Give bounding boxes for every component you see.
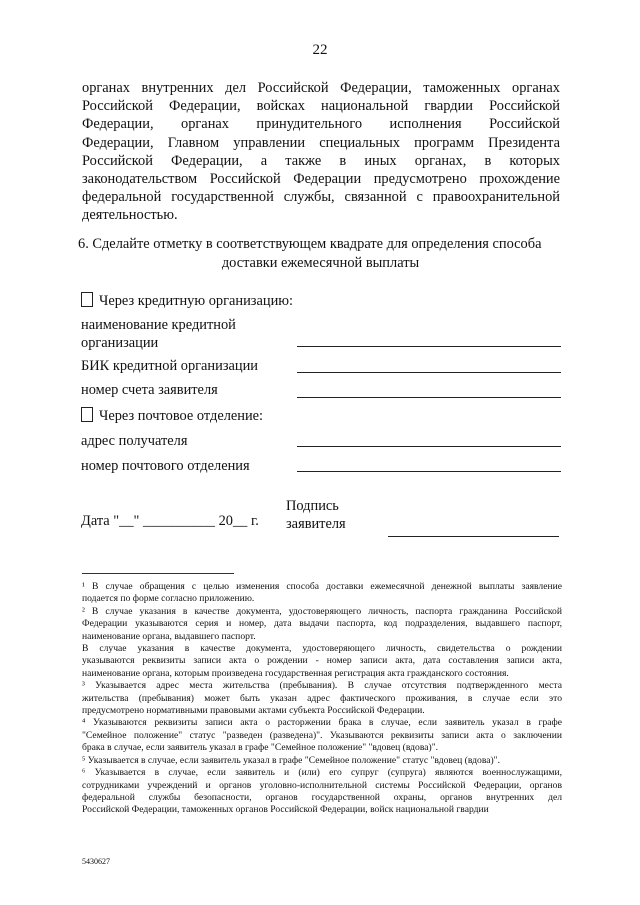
paragraph-line: Федерации, Главном управлении специальных программ Президента [82, 134, 560, 151]
footnote-line: ² В случае указания в качестве документа, удостоверяющего личность, паспорта гражданина Российской [82, 605, 562, 617]
bank-name-label [81, 316, 236, 352]
paragraph-line: деятельностью. [82, 207, 178, 224]
post-option-label: Через почтовое отделение: [99, 408, 264, 424]
footnote-line: ⁶ Указывается в случае, если заявитель и (или) его супруг (супруга) являются военнослужащими, [82, 767, 562, 779]
footnote-line: наименование органа, которым произведена государственная регистрация акта гражданского состояния. [82, 667, 509, 679]
credit-option-checkbox[interactable] [81, 292, 93, 307]
footnote-line: В случае указания в качестве документа, удостоверяющего личность, свидетельства о рождении [82, 643, 562, 655]
account-field[interactable] [297, 397, 561, 398]
footnote-line: брака в случае, если заявитель указал в графе "Семейное положение" "вдовец (вдова)". [82, 742, 439, 754]
footnote-line: ⁵ Указывается в случае, если заявитель указал в графе "Семейное положение" статус "вдовец (вдова)". [82, 754, 500, 766]
footnote [82, 581, 562, 606]
date-field[interactable]: Дата "__" __________ 20__ г. [81, 513, 259, 529]
signature-label [286, 497, 346, 533]
paragraph-line: органах внутренних дел Российской Федерации, таможенных органах [82, 80, 560, 96]
footnote-line: сотрудниками учреждений и органов уголовно-исполнительной системы Российской Федерации, органов [82, 779, 562, 791]
bik-label: БИК кредитной организации [81, 358, 259, 374]
post-option-checkbox[interactable] [81, 407, 93, 422]
section-6-line-1: 6. Сделайте отметку в соответствующем квадрате для определения способа [78, 236, 542, 252]
post-option-row [81, 407, 263, 425]
address-label: адрес получателя [81, 433, 188, 449]
footnote [82, 755, 562, 767]
page-number: 22 [312, 42, 328, 58]
footnote-line: "Семейное положение" статус "разведен (разведена)". Указываются реквизиты записи акта о заключении [82, 729, 562, 741]
continued-paragraph [82, 79, 560, 225]
footnote-line: федеральной службы безопасности, органов государственной охраны, органов внутренних дел [82, 791, 562, 803]
paragraph-line: законодательством Российской Федерации предусмотрено прохождение [82, 171, 560, 188]
footnotes [82, 581, 562, 817]
footnote [82, 606, 562, 643]
footnote-line: наименование органа, выдавшего паспорт. [82, 630, 256, 642]
footnote [82, 643, 562, 680]
paragraph-line: Российской Федерации, а также в иных органах, в которых [82, 152, 560, 169]
footnote-line: Российской Федерации, таможенных органов Российской Федерации, войск национальной гвардии [82, 804, 489, 816]
footnote [82, 767, 562, 817]
footnote-line: ¹ В случае обращения с целью изменения способа доставки ежемесячной денежной выплаты заявление [82, 581, 562, 592]
footnote-line: подается по форме согласно приложению. [82, 593, 255, 605]
footnote-line: жительства (пребывания) может быть указан адрес фактического проживания, в случае если это [82, 692, 562, 704]
footnote [82, 717, 562, 754]
section-6-instruction [78, 235, 563, 272]
bank-name-label-line-2: организации [81, 335, 159, 351]
post-office-number-field[interactable] [297, 471, 561, 472]
account-label: номер счета заявителя [81, 382, 218, 398]
footnote-line: ³ Указывается адрес места жительства (пребывания). В случае отсутствия подтвержденного места [82, 680, 562, 692]
section-6-line-2: доставки ежемесячной выплаты [221, 254, 420, 271]
signature-field[interactable] [388, 536, 559, 537]
credit-option-row [81, 292, 293, 310]
paragraph-line: Федерации, органах принудительного исполнения Российской [82, 116, 560, 133]
footnote-line: ⁴ Указываются реквизиты записи акта о расторжении брака в случае, если заявитель указал в графе [82, 717, 562, 729]
bank-name-field[interactable] [297, 346, 561, 347]
paragraph-line: Российской Федерации, войсках национальной гвардии Российской [82, 98, 560, 115]
address-field[interactable] [297, 446, 561, 447]
footnote-line: указываются реквизиты записи акта о рождении - номер записи акта, дата составления записи акта, [82, 655, 562, 667]
document-id: 5430627 [82, 857, 110, 866]
footnote-line: предусмотрено нормативными правовыми актами субъекта Российской Федерации. [82, 705, 425, 717]
signature-label-line-2: заявителя [286, 516, 346, 532]
paragraph-line: федеральной государственной службы, связанной с правоохранительной [82, 189, 560, 206]
bank-name-label-line-1: наименование кредитной [81, 317, 236, 333]
credit-option-label: Через кредитную организацию: [99, 293, 294, 309]
footnote-line: Федерации указываются серия и номер, дата выдачи паспорта, код подразделения, выдавшего паспорт, [82, 618, 562, 630]
signature-label-line-1: Подпись [286, 498, 339, 514]
footnote [82, 680, 562, 717]
bik-field[interactable] [297, 372, 561, 373]
post-office-number-label: номер почтового отделения [81, 458, 250, 474]
footnote-separator [82, 573, 234, 574]
